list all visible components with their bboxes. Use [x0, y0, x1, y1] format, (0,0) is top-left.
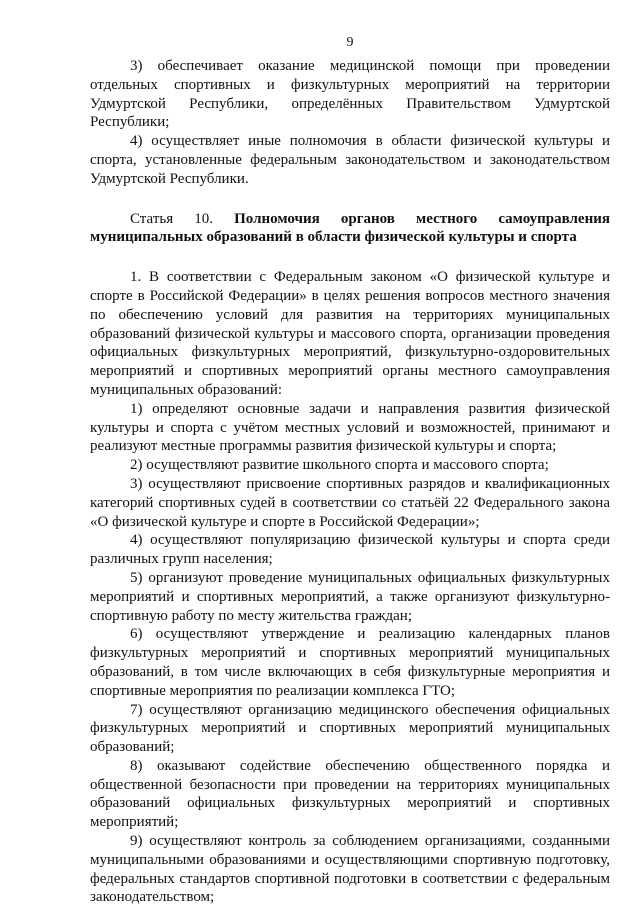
clause-item-6: 6) осуществляют утверждение и реализацию календарных планов физкультурных мероприятий и спортивных мероприятий муниципальных образований, в том числе включающих в себя физкультурные мероприятия и спортивные мероприятия по реализации комплекса ГТО;: [90, 626, 610, 699]
clause-item-7: 7) осуществляют организацию медицинского обеспечения официальных физкультурных мероприятий и спортивных мероприятий муниципальных образований;: [90, 701, 610, 756]
clause-item-1: 1) определяют основные задачи и направления развития физической культуры и спорта с учётом местных условий и возможностей, принимают и реализуют местные программы развития физической культуры и спорта;: [90, 400, 610, 455]
clause-item-3: 3) осуществляют присвоение спортивных разрядов и квалификационных категорий спортивных судей в соответствии со статьёй 22 Федерального закона «О физической культуре и спорте в Российской Федерации»;: [90, 475, 610, 530]
clause-item-5: 5) организуют проведение муниципальных официальных физкультурных мероприятий и спортивных мероприятий, а также организуют физкультурно-спортивную работу по месту жительства граждан;: [90, 569, 610, 624]
article-label: Статья 10.: [130, 210, 213, 227]
article-title: Полномочия органов местного самоуправления муниципальных образований в области физической культуры и спорта: [90, 210, 610, 246]
clause-item-4: 4) осуществляют популяризацию физической культуры и спорта среди различных групп населения;: [90, 532, 610, 568]
clause-item-2: 2) осуществляют развитие школьного спорта и массового спорта;: [130, 457, 549, 474]
list-item-4: 4) осуществляет иные полномочия в области физической культуры и спорта, установленные федеральным законодательством и законодательством Удмуртской Республики.: [90, 133, 610, 187]
clause-item-8: 8) оказывают содействие обеспечению общественного порядка и общественной безопасности при проведении на территориях муниципальных образований официальных физкультурных мероприятий и спортивных мероприятий;: [90, 757, 610, 831]
clause-item-9: 9) осуществляют контроль за соблюдением организациями, созданными муниципальными образованиями и осуществляющими спортивную подготовку, федеральных стандартов спортивной подготовки в соответствии с федеральным законодательством;: [90, 833, 610, 906]
clause-1-intro: 1. В соответствии с Федеральным законом «О физической культуре и спорте в Российской Федерации» в целях решения вопросов местного значения по обеспечению условий для развития на территориях муниципальных образований физической культуры и массового спорта, организации проведения официальных физкультурных мероприятий, физкультурно-оздоровительных мероприятий и спортивных мероприятий органы местного самоуправления муниципальных образований:: [90, 269, 610, 398]
article-heading: [90, 210, 610, 248]
page-number: 9: [346, 35, 354, 50]
list-item-3: 3) обеспечивает оказание медицинской помощи при проведении отдельных спортивных и физкультурных мероприятий на территории Удмуртской Республики, определённых Правительством Удмуртской Республики;: [90, 58, 610, 131]
